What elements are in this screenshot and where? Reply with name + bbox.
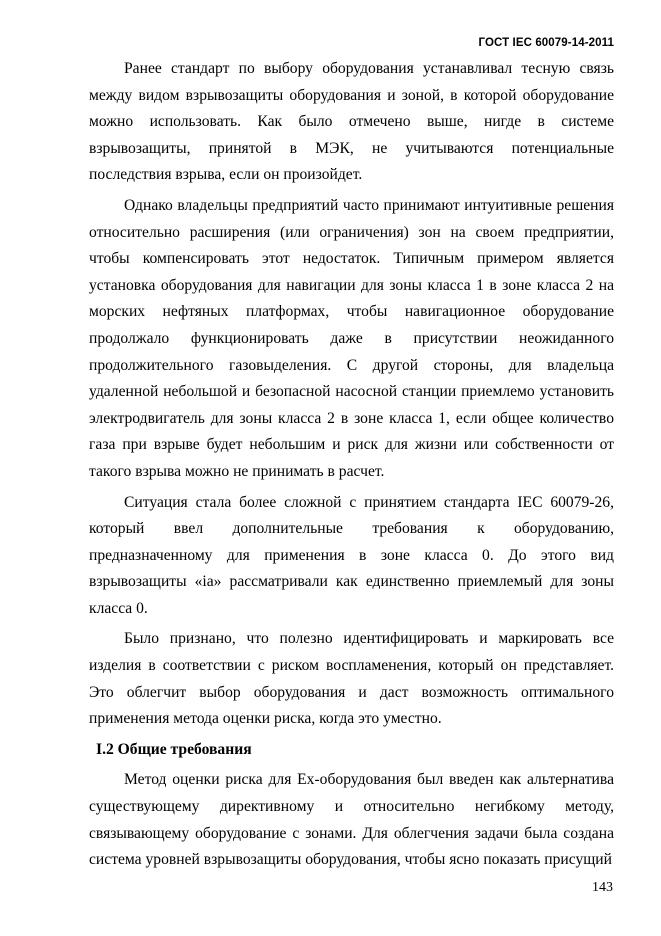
- paragraph-1: Ранее стандарт по выбору оборудования устанавливал тесную связь между видом взрывозащиты оборудования и зоной, в которой оборудование можно использовать. Как было отмечено выше, нигде в системе взрывозащиты, принятой в МЭК, не учитываются потенциальные последствия взрыва, если он произойдет.: [89, 60, 614, 184]
- page-number: 143: [592, 880, 613, 895]
- document-header: ГОСТ IEC 60079-14-2011: [478, 37, 614, 49]
- document-body: [89, 56, 614, 878]
- section-heading: I.2 Общие требования: [96, 740, 252, 758]
- paragraph-4: Было признано, что полезно идентифицировать и маркировать все изделия в соответствии с риском воспламенения, который он представляет. Это облегчит выбор оборудования и даст возможность оптимального применения метода оценки риска, когда это уместно.: [89, 630, 614, 728]
- paragraph-5: Метод оценки риска для Ех-оборудования был введен как альтернатива существующему директивному и относительно негибкому методу, связывающему оборудование с зонами. Для облегчения задачи была создана система уровней взрывозащиты оборудования, чтобы ясно показать присущий: [89, 771, 614, 869]
- paragraph-3: Ситуация стала более сложной с принятием стандарта IEC 60079-26, который ввел дополнительные требования к оборудованию, предназначенному для применения в зоне класса 0. До этого вид взрывозащиты «ia» рассматривали как единственно приемлемый для зоны класса 0.: [89, 493, 614, 617]
- paragraph-2: Однако владельцы предприятий часто принимают интуитивные решения относительно расширения (или ограничения) зон на своем предприятии, чтобы компенсировать этот недостаток. Типичным примером является установка оборудования для навигации для зоны класса 1 в зоне класса 2 на морских нефтяных платформах, чтобы навигационное оборудование продолжало функционировать даже в присутствии неожиданного продолжительного газовыделения. С другой стороны, для владельца удаленной небольшой и безопасной насосной станции приемлемо установить электродвигатель для зоны класса 2 в зоне класса 1, если общее количество газа при взрыве будет небольшим и риск для жизни или собственности от такого взрыва можно не принимать в расчет.: [89, 196, 614, 480]
